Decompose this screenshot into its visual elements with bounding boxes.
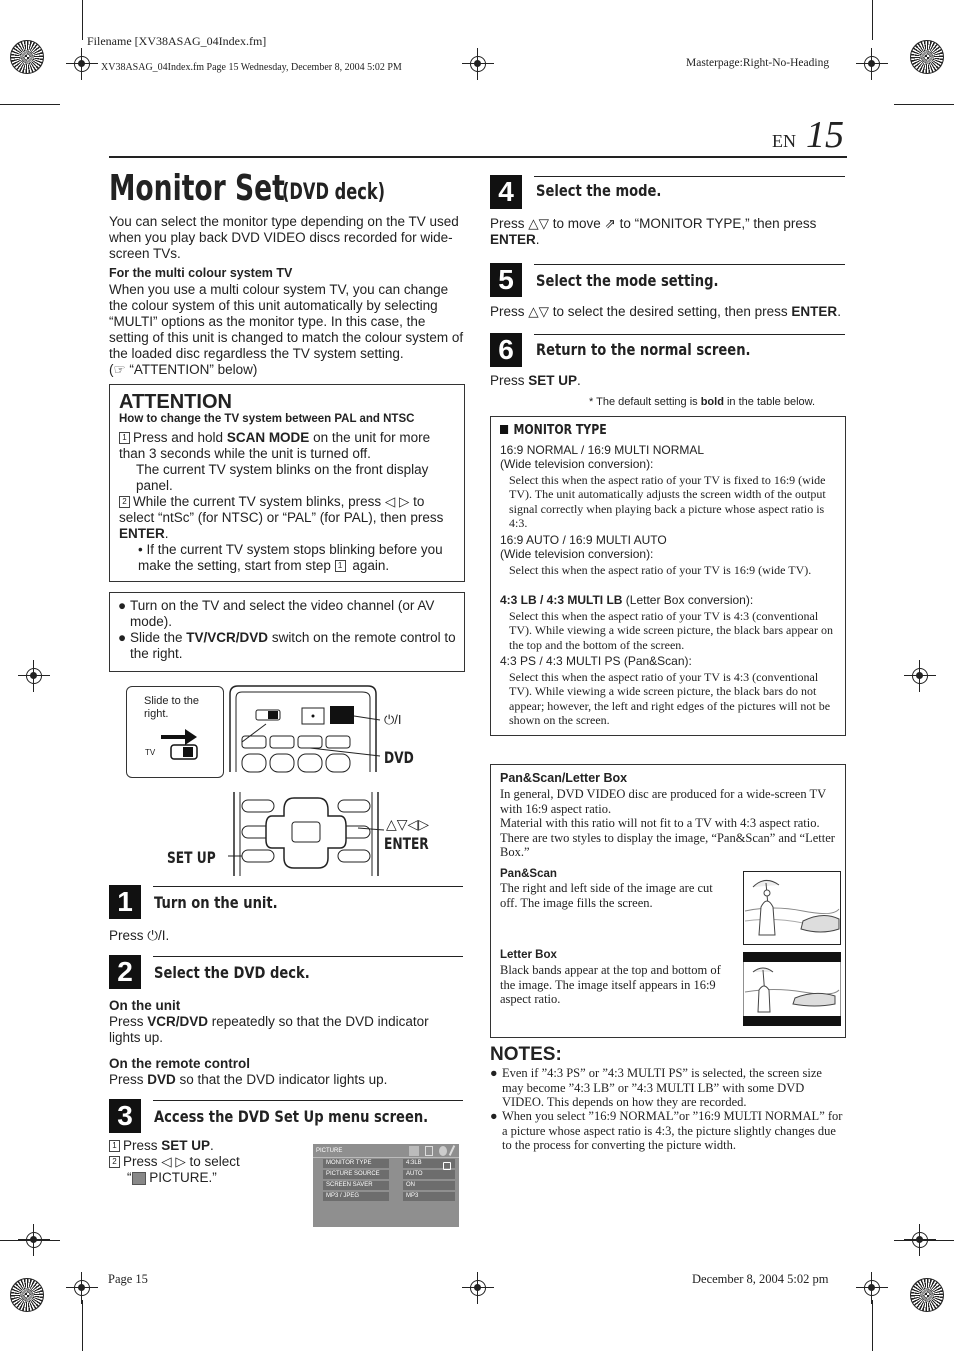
registration-mark <box>466 52 490 76</box>
attention-step-1: 1 Press and hold SCAN MODE on the unit for more than 3 seconds while the unit is turned off. <box>119 430 431 461</box>
multi-colour-heading: For the multi colour system TV <box>109 266 293 280</box>
step-2-remote-heading: On the remote control <box>109 1056 251 1071</box>
step-3-number: 3 <box>109 1099 141 1133</box>
attention-reference: (☞ “ATTENTION” below) <box>109 362 258 377</box>
remote-top-illustration <box>222 684 382 774</box>
pan-scan-subheading: Pan&Scan <box>500 868 557 880</box>
step-5-text: Press △▽ to select the desired setting, then press ENTER. <box>490 304 841 319</box>
enter-label: ENTER <box>384 834 429 853</box>
remote-bottom-illustration <box>228 792 388 876</box>
option-title: 16:9 NORMAL / 16:9 MULTI NORMAL <box>500 443 705 457</box>
step-3-sub-2: 2 Press ◁ ▷ to select <box>109 1154 240 1170</box>
step-6-text: Press SET UP. <box>490 373 581 388</box>
page-number: 15 <box>806 114 844 156</box>
preparation-box <box>109 592 465 672</box>
option-subtitle: (Wide television conversion): <box>500 547 654 561</box>
intro-paragraph: You can select the monitor type depending on the TV used when you play back DVD VIDEO discs recorded for wide-screen TVs. <box>109 214 459 261</box>
menu-icon-audio <box>425 1146 433 1156</box>
letter-box-illustration <box>743 952 841 1026</box>
pan-scan-text: The right and left side of the image are cut off. The image fills the screen. <box>500 881 713 910</box>
filename: Filename [XV38ASAG_04Index.fm] <box>87 34 267 48</box>
monitor-type-box <box>490 416 846 736</box>
power-label: ⏻/I <box>384 712 402 727</box>
default-setting-note: * The default setting is bold in the table below. <box>589 396 816 408</box>
menu-title: PICTURE <box>316 1148 343 1154</box>
letter-box-text: Black bands appear at the top and bottom of the image. The image itself appears in 16:9 aspect ratio. <box>500 963 721 1006</box>
option-description: Select this when the aspect ratio of your TV is 4:3 (conventional TV). While viewing a wide screen picture, the black bars appear on the top and the bottom of the screen. <box>509 609 833 652</box>
step-2-unit-text: Press VCR/DVD repeatedly so that the DVD indicator lights up. <box>109 1014 429 1045</box>
prep-bullet-1: ● Turn on the TV and select the video channel (or AV mode). <box>118 598 435 629</box>
slide-note: Slide to the right. <box>144 695 200 720</box>
note-2: ● When you select ”16:9 NORMAL”or ”16:9 MULTI NORMAL” for a picture whose aspect ratio is 4:3, the picture slightly changes due to the process for converting the picture width. <box>490 1109 843 1152</box>
attention-bullet: • If the current TV system stops blinking before you make the setting, start from step 1 again. <box>138 542 443 573</box>
option-title: 4:3 LB / 4:3 MULTI LB (Letter Box conversion): <box>500 593 754 607</box>
step-5-title: Select the mode setting. <box>536 271 719 290</box>
step-5-number: 5 <box>490 263 522 297</box>
step-1-text: Press ⏻/I. <box>109 928 170 943</box>
menu-icon-picture <box>409 1146 419 1156</box>
dvd-label: DVD <box>384 748 414 767</box>
attention-step-1-note: The current TV system blinks on the front display panel. <box>136 462 429 493</box>
sunburst-mark <box>10 1278 44 1312</box>
attention-step-2: 2 While the current TV system blinks, press ◁ ▷ to select “ntSc” (for NTSC) or “PAL” (for PAL), then press ENTER. <box>119 494 444 541</box>
registration-mark <box>22 664 46 688</box>
language-label: EN <box>772 131 796 151</box>
masterpage-label: Masterpage:Right-No-Heading <box>686 57 830 69</box>
registration-mark <box>466 1276 490 1300</box>
option-description: Select this when the aspect ratio of your TV is 4:3 (conventional TV). While viewing a wide screen picture, the black bars do not appear; however, the left and right edges of the pictures will not be shown on the screen. <box>509 670 831 727</box>
step-4-number: 4 <box>490 175 522 209</box>
step-2-unit-heading: On the unit <box>109 998 181 1013</box>
pan-scan-heading: Pan&Scan/Letter Box <box>500 771 628 785</box>
step-6-number: 6 <box>490 333 522 367</box>
step-4-text: Press △▽ to move ⇗ to “MONITOR TYPE,” then press ENTER. <box>490 216 817 247</box>
step-3-sub-2-cont: “ PICTURE.” <box>127 1170 217 1185</box>
pan-scan-box <box>490 764 846 1038</box>
option-description: Select this when the aspect ratio of your TV is fixed to 16:9 (wide TV). The unit automatically adjusts the screen width of the output signal correctly when playing back a picture whose aspect ratio is 4:3. <box>509 473 826 530</box>
registration-mark <box>908 664 932 688</box>
step-1-title: Turn on the unit. <box>154 893 278 912</box>
picture-icon <box>132 1172 146 1185</box>
picture-menu-screen: PICTURE MONITOR TYPE 4:3LB PICTURE SOURCE AUTO SCREEN SAVER ON MP3 / JPEG MP3 <box>313 1144 459 1227</box>
step-2-remote-text: Press DVD so that the DVD indicator lights up. <box>109 1072 388 1087</box>
registration-mark <box>70 52 94 76</box>
step-3-title: Access the DVD Set Up menu screen. <box>154 1107 429 1126</box>
prep-bullet-2: ● Slide the TV/VCR/DVD switch on the remote control to the right. <box>118 630 456 661</box>
note-1: ● Even if ”4:3 PS” or ”4:3 MULTI PS” is selected, the screen size may become ”4:3 LB” or ”4:3 MULTI LB” with some DVD VIDEO. This depends on how they are recorded. <box>490 1066 822 1109</box>
option-subtitle: (Wide television conversion): <box>500 457 654 471</box>
step-3-sub-1: 1 Press SET UP. <box>109 1138 214 1154</box>
notes-heading: NOTES: <box>490 1044 562 1065</box>
attention-heading: ATTENTION <box>119 391 232 413</box>
step-1-number: 1 <box>109 885 141 919</box>
attention-box <box>109 384 465 582</box>
step-4-title: Select the mode. <box>536 181 662 200</box>
option-title: 16:9 AUTO / 16:9 MULTI AUTO <box>500 533 667 547</box>
letter-box-subheading: Letter Box <box>500 949 557 961</box>
sunburst-mark <box>910 1278 944 1312</box>
attention-subheading: How to change the TV system between PAL and NTSC <box>119 413 415 425</box>
arrows-label: △▽◁▷ <box>386 816 430 832</box>
registration-mark <box>70 1276 94 1300</box>
setup-label: SET UP <box>167 848 216 867</box>
file-info: XV38ASAG_04Index.fm Page 15 Wednesday, December 8, 2004 5:02 PM <box>101 62 402 73</box>
page-title: Monitor Set <box>109 168 285 209</box>
switch-callout <box>126 686 224 778</box>
pan-scan-p2: Material with this ratio will not fit to a TV with 4:3 aspect ratio. There are two styles to display the image, “Pan&Scan” and “Letter Box.” <box>500 816 835 859</box>
pan-scan-illustration <box>743 871 841 945</box>
option-title: 4:3 PS / 4:3 MULTI PS (Pan&Scan): <box>500 654 692 668</box>
multi-colour-paragraph: When you use a multi colour system TV, you can change the colour system of this unit automatically by selecting “MULTI” options as the monitor type. In this case, the setting of this unit is changed to match the colour system of the loaded disc regardless the TV system setting. <box>109 282 464 361</box>
registration-mark <box>860 52 884 76</box>
registration-mark <box>860 1276 884 1300</box>
option-description: Select this when the aspect ratio of your TV is 16:9 (wide TV). <box>509 563 812 577</box>
slide-switch-icon <box>157 723 217 763</box>
monitor-type-heading: MONITOR TYPE <box>500 422 607 438</box>
footer-date: December 8, 2004 5:02 pm <box>692 1272 829 1286</box>
step-6-title: Return to the normal screen. <box>536 340 751 359</box>
page-subtitle: (DVD deck) <box>282 180 386 205</box>
tv-label: TV <box>145 748 156 757</box>
footer-page: Page 15 <box>108 1272 148 1286</box>
step-2-title: Select the DVD deck. <box>154 963 310 982</box>
step-2-number: 2 <box>109 955 141 989</box>
cursor-icon <box>443 1162 451 1170</box>
menu-icon-display <box>439 1146 447 1156</box>
pan-scan-p1: In general, DVD VIDEO disc are produced for a wide-screen TV with 16:9 aspect ratio. <box>500 787 826 816</box>
menu-icon-tool <box>449 1145 455 1156</box>
sunburst-mark <box>10 40 44 74</box>
sunburst-mark <box>910 40 944 74</box>
